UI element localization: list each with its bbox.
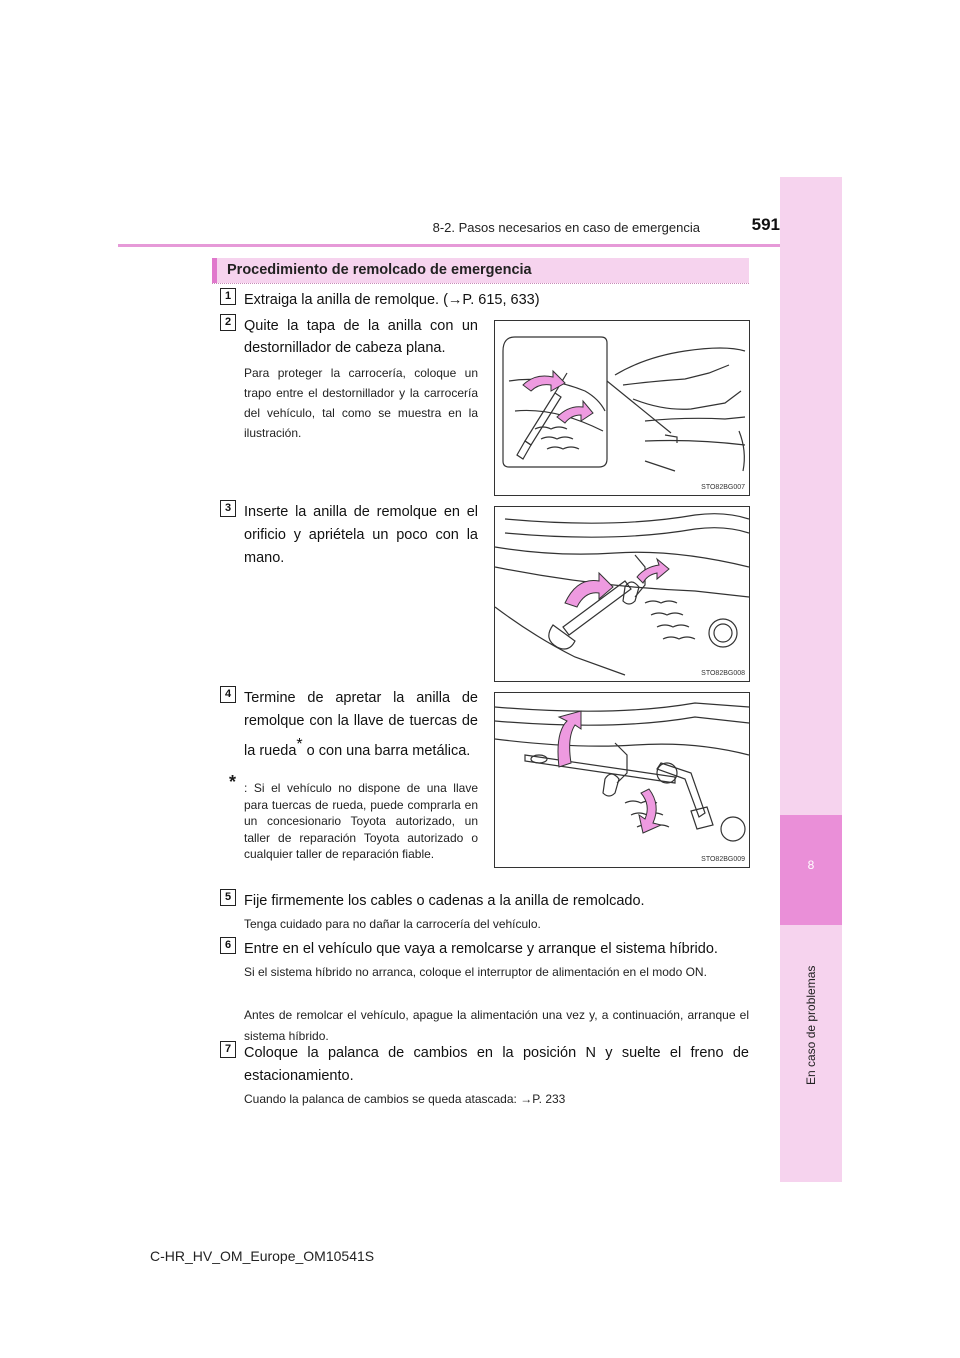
section-rule: [212, 283, 749, 284]
step-7-text: Coloque la palanca de cambios en la posición N y suelte el freno de estacionamiento.: [244, 1045, 749, 1084]
figure-insert-ring: [494, 506, 750, 682]
figure-code-2: STO82BG008: [701, 670, 745, 677]
chapter-heading: 8-2. Pasos necesarios en caso de emergencia: [432, 220, 700, 235]
step-number-1: 1: [220, 288, 236, 305]
document-id: C-HR_HV_OM_Europe_OM10541S: [150, 1248, 375, 1264]
step-5-note: Tenga cuidado para no dañar la carrocería del vehículo.: [244, 917, 541, 931]
step-4-text-main: Termine de apretar la anilla de remolque con la llave de tuercas de la rueda: [244, 690, 478, 759]
section-heading: [212, 258, 749, 283]
chapter-number: 8: [807, 858, 815, 872]
step-number-6: 6: [220, 937, 236, 954]
step-number-5: 5: [220, 889, 236, 906]
step-2-note: Para proteger la carrocería, coloque un trapo entre el destornillador y la carrocería del vehículo, tal como se muestra en la ilustración.: [244, 366, 478, 440]
illustration-tighten-ring: [495, 693, 749, 867]
figure-tighten-ring: [494, 692, 750, 868]
step-number-7: 7: [220, 1041, 236, 1058]
illustration-insert-ring: [495, 507, 749, 681]
step-number-3: 3: [220, 500, 236, 517]
step-4-text-end: o con una barra metálica.: [302, 742, 471, 759]
section-title: Procedimiento de remolcado de emergencia: [227, 262, 532, 278]
step-4-text: [244, 687, 478, 763]
step-2-text: Quite la tapa de la anilla con un destornillador de cabeza plana.: [244, 318, 478, 356]
header-divider: [118, 244, 840, 247]
step-6-note-2: Antes de remolcar el vehículo, apague la alimentación una vez y, a continuación, arranque el sistema híbrido.: [244, 1008, 749, 1043]
page-number: 591: [751, 215, 780, 234]
figure-remove-cap: [494, 320, 750, 496]
step-number-2: 2: [220, 314, 236, 331]
step-4-footnote: : Si el vehículo no dispone de una llave para tuercas de rueda, puede comprarla en un concesionario Toyota autorizado, un taller de reparación Toyota autorizado o cualquier taller de reparación fiable.: [244, 781, 478, 861]
step-5-text: Fije firmemente los cables o cadenas a la anilla de remolcado.: [244, 893, 645, 909]
footnote-marker: *: [296, 736, 303, 753]
step-7-note: Cuando la palanca de cambios se queda atascada: →P. 233: [244, 1092, 566, 1106]
illustration-remove-cap: [495, 321, 749, 495]
figure-code-3: STO82BG009: [701, 856, 745, 863]
step-3-text: Inserte la anilla de remolque en el orificio y apriétela un poco con la mano.: [244, 504, 478, 566]
figure-code-1: STO82BG007: [701, 484, 745, 491]
footnote-asterisk: *: [229, 772, 237, 792]
step-1-text: Extraiga la anilla de remolque. (→P. 615, 633): [244, 292, 540, 308]
step-6-text: Entre en el vehículo que vaya a remolcarse y arranque el sistema híbrido.: [244, 941, 718, 957]
chapter-label: [796, 925, 826, 1175]
step-number-4: 4: [220, 686, 236, 703]
step-6-note: Si el sistema híbrido no arranca, coloque el interruptor de alimentación en el modo ON.: [244, 965, 707, 979]
chapter-label-text: En caso de problemas: [804, 965, 818, 1085]
